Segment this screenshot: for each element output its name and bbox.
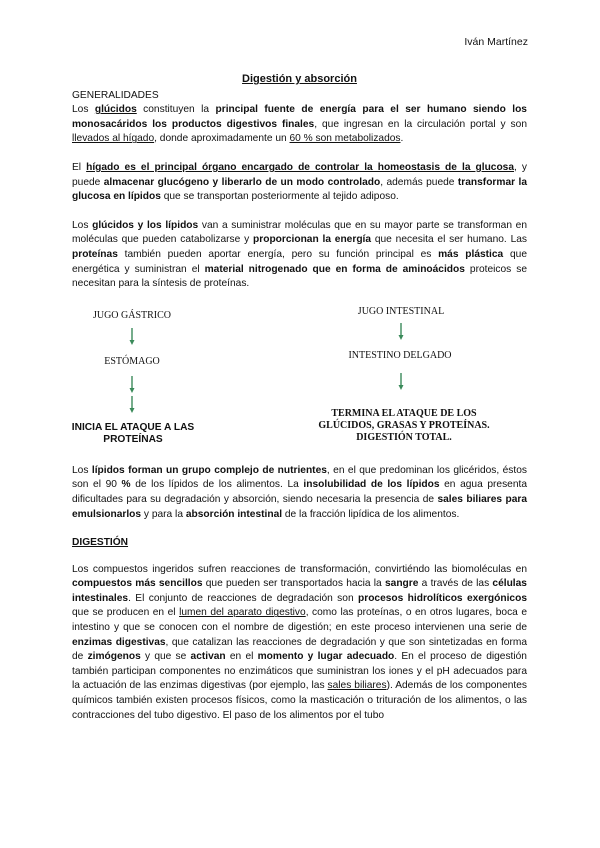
diagram-inicia-ataque: INICIA EL ATAQUE A LAS PROTEÍNAS — [71, 421, 195, 445]
author-name: Iván Martínez — [464, 36, 528, 48]
diagram-intestino-delgado: INTESTINO DELGADO — [348, 349, 452, 361]
diagram-termina-ataque: TERMINA EL ATAQUE DE LOS GLÚCIDOS, GRASAS Y PROTEÍNAS. DIGESTIÓN TOTAL. — [318, 407, 490, 443]
section-heading-digestion: DIGESTIÓN — [72, 537, 129, 549]
diagram-jugo-intestinal: JUGO INTESTINAL — [357, 305, 445, 317]
generalidades-heading: GENERALIDADES — [72, 89, 159, 101]
digestion-diagram — [72, 304, 527, 458]
arrow-down-icon — [129, 376, 135, 394]
paragraph-higado: El hígado es el principal órgano encargado de controlar la homeostasis de la glucosa, y puede almacenar glucógeno y liberarlo de un modo controlado, además puede transformar la glucosa en lípidos que se transportan posteriormente al tejido adiposo. — [72, 161, 527, 203]
diagram-jugo-gastrico: JUGO GÁSTRICO — [92, 309, 172, 321]
arrow-down-icon — [398, 323, 404, 341]
paragraph-digestion: Los compuestos ingeridos sufren reacciones de transformación, convirtiéndo las biomoléculas en compuestos más sencillos que pueden ser transportados hacia la sangre a través de las células intestinales. El conjunto de reacciones de degradación son procesos hidrolíticos exergónicos que se producen en el lumen del aparato digestivo, como las proteínas, o en otros lugares, boca e intestino y que se conocen con el nombre de digestión; en este proceso intervienen una serie de enzimas digestivas, que catalizan las reacciones de degradación y que son sintetizadas en forma de zimógenos y que se activan en el momento y lugar adecuado. En el proceso de digestión también participan componentes no enzimáticos que suministran los iones y el pH adecuados para la actuación de las enzimas digestivas (por ejemplo, las sales biliares). Además de los componentes químicos también existen procesos físicos, como la masticación o trituración de los alimentos, o las contracciones del tubo digestivo. El paso de los alimentos por el tubo — [72, 563, 528, 721]
paragraph-energia: Los glúcidos y los lípidos van a suministrar moléculas que en su mayor parte se transforman en moléculas que pueden catabolizarse y proporcionan la energía que necesita el ser humano. Las proteínas también pueden aportar energía, pero su función principal es más plástica que energética y suministran el material nitrogenado que en forma de aminoácidos proteicos se necesitan para la síntesis de proteínas. — [72, 219, 527, 290]
paragraph-glucidos: Los glúcidos constituyen la principal fuente de energía para el ser humano siendo los monosacáridos los productos digestivos finales, que ingresan en la circulación portal y son llevados al hígado, donde aproximadamente un 60 % son metabolizados. — [72, 104, 527, 145]
document-title: Digestión y absorción — [242, 73, 357, 85]
arrow-down-icon — [129, 396, 135, 414]
arrow-down-icon — [398, 373, 404, 391]
arrow-down-icon — [129, 328, 135, 346]
document-body — [72, 72, 527, 723]
paragraph-lipidos: Los lípidos forman un grupo complejo de nutrientes, en el que predominan los glicéridos, éstos son el 90 % de los lípidos de los alimentos. La insolubilidad de los lípidos en agua presenta dificultades para su degradación y absorción, siendo necesaria la presencia de sales biliares para emulsionarlos y para la absorción intestinal de la fracción lipídica de los alimentos. — [72, 464, 527, 520]
diagram-estomago: ESTÓMAGO — [104, 355, 160, 367]
